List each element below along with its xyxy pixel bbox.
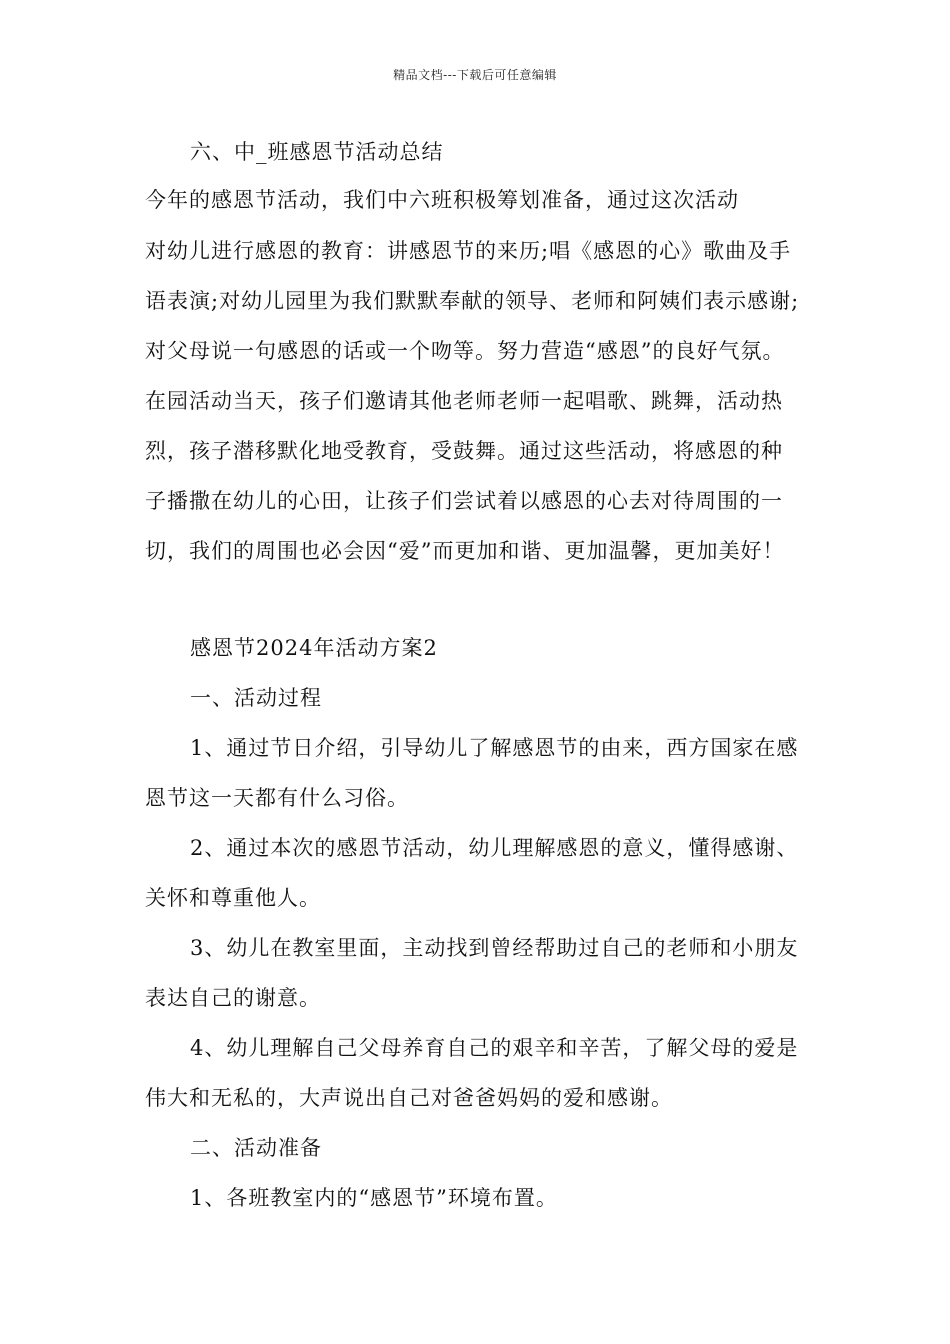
paragraph-line: 对幼儿进行感恩的教育：讲感恩节的来历;唱《感恩的心》歌曲及手 [145,239,792,263]
list-item-line: 3、幼儿在教室里面，主动找到曾经帮助过自己的老师和小朋友 [190,936,799,960]
list-item-line: 伟大和无私的，大声说出自己对爸爸妈妈的爱和感谢。 [145,1086,673,1110]
section-title: 六、中_班感恩节活动总结 [190,140,444,164]
list-item-line: 1、通过节日介绍，引导幼儿了解感恩节的由来，西方国家在感 [190,736,799,760]
page-header: 精品文档---下载后可任意编辑 [393,68,557,82]
list-item-line: 恩节这一天都有什么习俗。 [145,786,409,810]
paragraph-line: 语表演;对幼儿园里为我们默默奉献的领导、老师和阿姨们表示感谢; [145,289,800,313]
section-title: 感恩节2024年活动方案2 [190,636,438,660]
paragraph-line: 烈，孩子潜移默化地受教育，受鼓舞。通过这些活动，将感恩的种 [145,439,783,463]
list-item-line: 2、通过本次的感恩节活动，幼儿理解感恩的意义，懂得感谢、 [190,836,799,860]
subsection-heading: 一、活动过程 [190,686,322,710]
subsection-heading: 二、活动准备 [190,1136,322,1160]
list-item-line: 关怀和尊重他人。 [145,886,321,910]
paragraph-line: 在园活动当天，孩子们邀请其他老师老师一起唱歌、跳舞，活动热 [145,389,783,413]
paragraph-line: 今年的感恩节活动，我们中六班积极筹划准备，通过这次活动 [145,188,739,212]
list-item-line: 表达自己的谢意。 [145,986,321,1010]
paragraph-line: 对父母说一句感恩的话或一个吻等。努力营造“感恩”的良好气氛。 [145,339,785,363]
list-item-line: 4、幼儿理解自己父母养育自己的艰辛和辛苦，了解父母的爱是 [190,1036,799,1060]
paragraph-line: 子播撒在幼儿的心田，让孩子们尝试着以感恩的心去对待周围的一 [145,489,783,513]
list-item-line: 1、各班教室内的“感恩节”环境布置。 [190,1186,558,1210]
paragraph-line: 切，我们的周围也必会因“爱”而更加和谐、更加温馨，更加美好！ [145,539,785,563]
